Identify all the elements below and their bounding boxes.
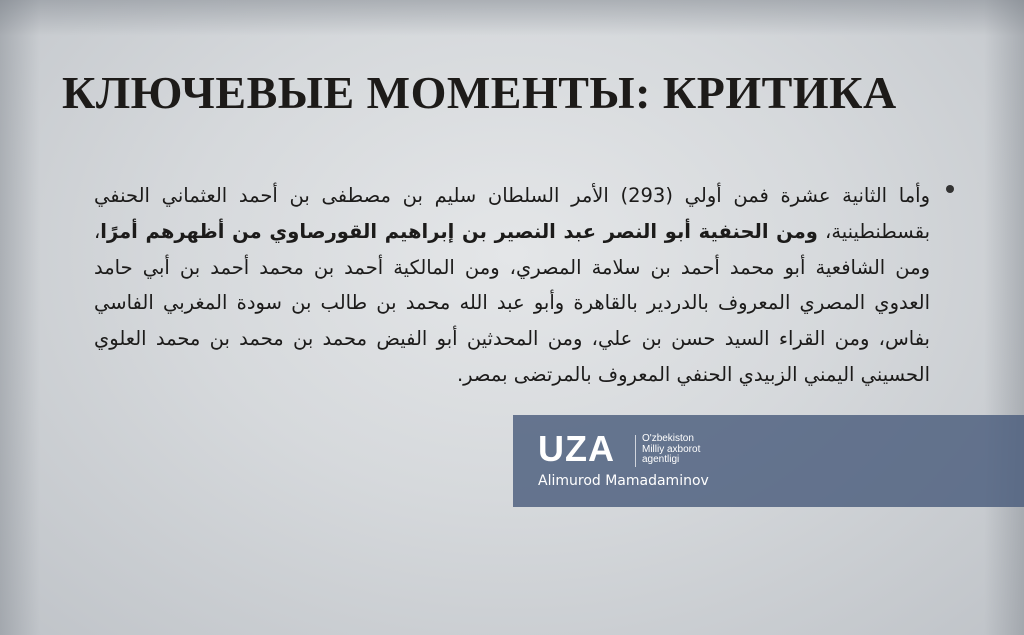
agency-line-2: Milliy axborot bbox=[642, 443, 701, 455]
paragraph-text-part-3: ، ومن الشافعية أبو محمد أحمد بن سلامة المصري، ومن المالكية أحمد بن محمد أحمد بن أبي حامد العدوي المصري المعروف بالدردير بالقاهرة وأبو عبد الله محمد بن طالب بن سودة المغربي الفاسي بفاس، ومن القراء السيد حسن بن علي، ومن المحدثين أبو الفيض محمد بن محمد بن محمد العلوي الحسيني اليمني الزبيدي الحنفي المعروف بالمرتضى بمصر. bbox=[94, 219, 930, 386]
bullet-paragraph bbox=[94, 178, 930, 393]
watermark-divider bbox=[635, 435, 636, 467]
agency-line-3: agentligi bbox=[642, 454, 680, 465]
slide-title: КЛЮЧЕВЫЕ МОМЕНТЫ: КРИТИКА bbox=[62, 67, 897, 118]
agency-line-1: O'zbekiston bbox=[642, 433, 694, 444]
paragraph-text-bold: ومن الحنفية أبو النصر عبد النصير بن إبراهيم القورصاوي من أظهرهم أمرًا bbox=[100, 219, 818, 243]
uza-logo: UZA bbox=[538, 428, 615, 469]
uza-watermark bbox=[513, 415, 1024, 507]
paragraph-text-part-1: وأما الثانية عشرة فمن أولي (293) الأمر السلطان سليم بن مصطفى بن أحمد العثماني الحنفي بقسطنطينية، bbox=[94, 184, 931, 243]
bullet-dot-icon bbox=[946, 185, 954, 193]
photo-author: Alimurod Mamadaminov bbox=[538, 473, 709, 489]
screen-edge-shade bbox=[984, 0, 1024, 635]
agency-name bbox=[642, 434, 700, 466]
